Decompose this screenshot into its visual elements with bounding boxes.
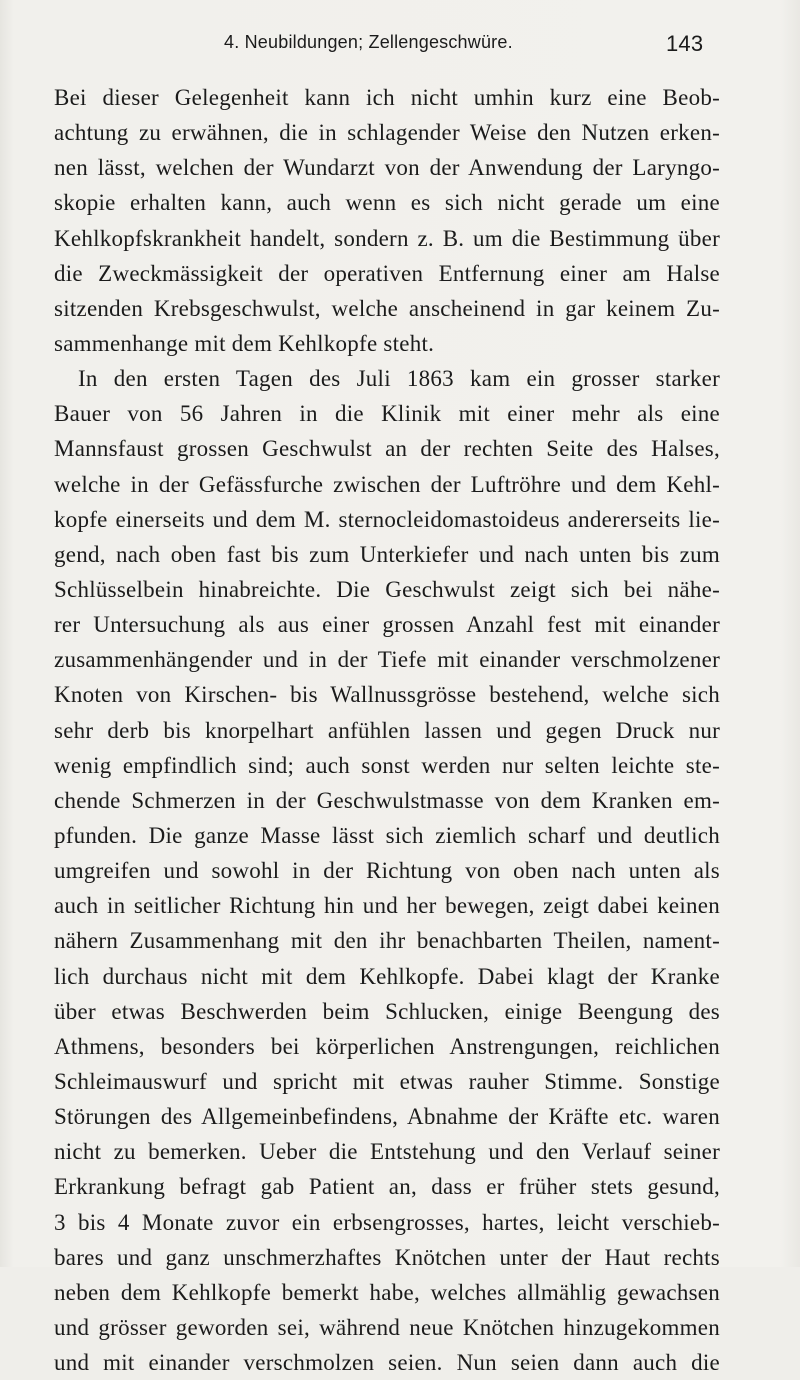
text-line: Athmens, besonders bei körperlichen Anstrengungen, reichlichen (54, 1033, 720, 1059)
text-line: neben dem Kehlkopfe bemerkt habe, welches allmählig gewachsen (54, 1279, 720, 1305)
text-line: rer Untersuchung als aus einer grossen Anzahl fest mit einander (54, 612, 720, 638)
text-line: über etwas Beschwerden beim Schlucken, einige Beengung des (54, 998, 720, 1024)
text-line: Kehlkopfskrankheit handelt, sondern z. B. um die Bestimmung über (54, 225, 720, 251)
paragraph-start-line: In den ersten Tagen des Juli 1863 kam ein grosser starker (78, 366, 720, 392)
text-line: skopie erhalten kann, auch wenn es sich nicht gerade um eine (54, 190, 720, 216)
text-line: gend, nach oben fast bis zum Unterkiefer und nach unten bis zum (54, 541, 720, 567)
text-line: Bei dieser Gelegenheit kann ich nicht umhin kurz eine Beob- (54, 85, 720, 110)
text-line: wenig empfindlich sind; auch sonst werden nur selten leichte ste- (54, 752, 720, 778)
text-line: welche in der Gefässfurche zwischen der Luftröhre und dem Kehl- (54, 471, 720, 497)
paragraph-end-line: sammenhange mit dem Kehlkopfe steht. (54, 330, 435, 356)
running-head (40, 31, 704, 66)
text-line: 3 bis 4 Monate zuvor ein erbsengrosses, hartes, leicht verschieb- (54, 1209, 720, 1235)
text-line: Störungen des Allgemeinbefindens, Abnahme der Kräfte etc. waren (54, 1104, 720, 1130)
page-number: 143 (666, 31, 704, 56)
text-line: und grösser geworden sei, während neue Knötchen hinzugekommen (54, 1314, 720, 1340)
text-line: auch in seitlicher Richtung hin und her bewegen, zeigt dabei keinen (54, 893, 720, 919)
text-line: und mit einander verschmolzen seien. Nun seien dann auch die (54, 1350, 720, 1376)
text-line: Mannsfaust grossen Geschwulst an der rechten Seite des Halses, (54, 436, 720, 462)
text-line: sehr derb bis knorpelhart anfühlen lassen und gegen Druck nur (54, 717, 720, 743)
running-head-title: 4. Neubildungen; Zellengeschwüre. (224, 32, 513, 52)
text-line: nen lässt, welchen der Wundarzt von der Anwendung der Laryngo- (54, 155, 720, 181)
text-line: umgreifen und sowohl in der Richtung von oben nach unten als (54, 858, 720, 884)
body-text (54, 80, 720, 1380)
text-line: bares und ganz unschmerzhaftes Knötchen unter der Haut rechts (54, 1244, 720, 1270)
text-line: nähern Zusammenhang mit den ihr benachbarten Theilen, nament- (54, 928, 720, 954)
text-line: Schleimauswurf und spricht mit etwas rauher Stimme. Sonstige (54, 1068, 720, 1094)
text-line: lich durchaus nicht mit dem Kehlkopfe. Dabei klagt der Kranke (54, 963, 720, 989)
text-line: Schlüsselbein hinabreichte. Die Geschwulst zeigt sich bei nähe- (54, 576, 720, 602)
text-line: kopfe einerseits und dem M. sternocleidomastoideus andererseits lie- (54, 506, 720, 532)
text-line: Knoten von Kirschen- bis Wallnussgrösse bestehend, welche sich (54, 682, 720, 708)
text-line: chende Schmerzen in der Geschwulstmasse von dem Kranken em- (54, 787, 720, 813)
text-line: die Zweckmässigkeit der operativen Entfernung einer am Halse (54, 260, 720, 286)
text-line: pfunden. Die ganze Masse lässt sich ziemlich scharf und deutlich (54, 822, 720, 848)
text-line: sitzenden Krebsgeschwulst, welche anscheinend in gar keinem Zu- (54, 295, 720, 321)
text-line: Bauer von 56 Jahren in die Klinik mit einer mehr als eine (54, 401, 720, 427)
text-line: nicht zu bemerken. Ueber die Entstehung und den Verlauf seiner (54, 1139, 720, 1165)
text-line: Erkrankung befragt gab Patient an, dass er früher stets gesund, (54, 1174, 720, 1200)
text-line: zusammenhängender und in der Tiefe mit einander verschmolzener (54, 647, 720, 673)
text-line: achtung zu erwähnen, die in schlagender Weise den Nutzen erken- (54, 120, 720, 146)
